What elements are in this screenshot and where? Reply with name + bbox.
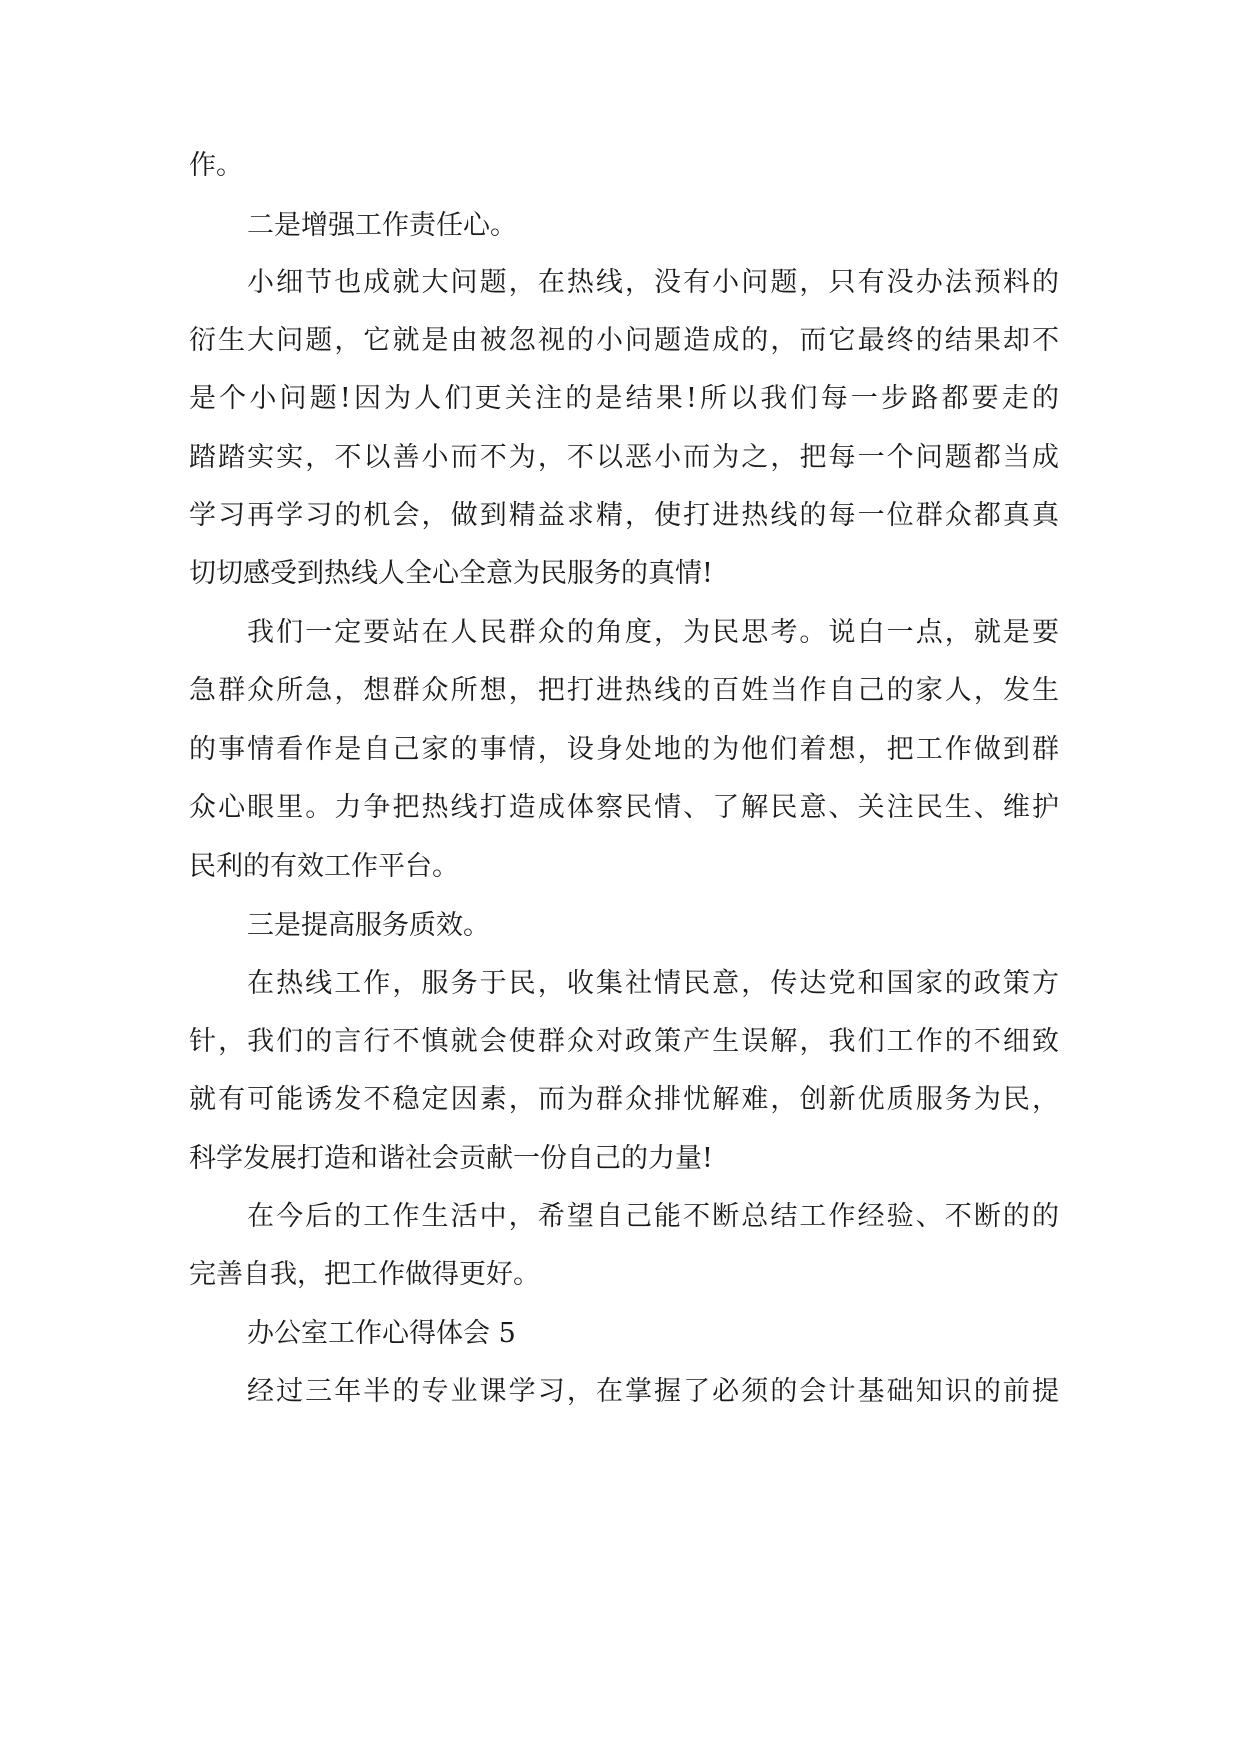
text-line-16: 针，我们的言行不慎就会使群众对政策产生误解，我们工作的不细致 xyxy=(189,1026,1059,1057)
text-line-11: 的事情看作是自己家的事情，设身处地的为他们着想，把工作做到群 xyxy=(189,734,1059,765)
text-line-3: 小细节也成就大问题，在热线，没有小问题，只有没办法预料的 xyxy=(247,267,1059,298)
text-line-17: 就有可能诱发不稳定因素，而为群众排忧解难，创新优质服务为民， xyxy=(189,1084,1059,1115)
text-line-19: 在今后的工作生活中，希望自己能不断总结工作经验、不断的的 xyxy=(247,1201,1059,1232)
text-line-15: 在热线工作，服务于民，收集社情民意，传达党和国家的政策方 xyxy=(247,968,1059,999)
text-line-6: 踏踏实实，不以善小而不为，不以恶小而为之，把每一个问题都当成 xyxy=(189,442,1059,473)
text-line-9: 我们一定要站在人民群众的角度，为民思考。说白一点，就是要 xyxy=(247,617,1059,648)
text-line-4: 衍生大问题，它就是由被忽视的小问题造成的，而它最终的结果却不 xyxy=(189,325,1059,356)
text-line-18: 科学发展打造和谐社会贡献一份自己的力量! xyxy=(189,1143,713,1174)
text-line-1: 作。 xyxy=(189,150,243,181)
text-line-12: 众心眼里。力争把热线打造成体察民情、了解民意、关注民生、维护 xyxy=(189,792,1059,823)
text-line-22: 经过三年半的专业课学习，在掌握了必须的会计基础知识的前提 xyxy=(247,1376,1059,1407)
section-heading-2: 二是增强工作责任心。 xyxy=(247,210,517,241)
article-title-5: 办公室工作心得体会 5 xyxy=(247,1318,516,1349)
text-line-5: 是个小问题!因为人们更关注的是结果!所以我们每一步路都要走的 xyxy=(189,383,1059,414)
text-line-20: 完善自我，把工作做得更好。 xyxy=(189,1259,540,1290)
text-line-13: 民利的有效工作平台。 xyxy=(189,851,459,882)
text-line-10: 急群众所急，想群众所想，把打进热线的百姓当作自己的家人，发生 xyxy=(189,675,1059,706)
section-heading-3: 三是提高服务质效。 xyxy=(247,910,490,941)
text-line-8: 切切感受到热线人全心全意为民服务的真情! xyxy=(189,558,713,589)
text-line-7: 学习再学习的机会，做到精益求精，使打进热线的每一位群众都真真 xyxy=(189,500,1059,531)
